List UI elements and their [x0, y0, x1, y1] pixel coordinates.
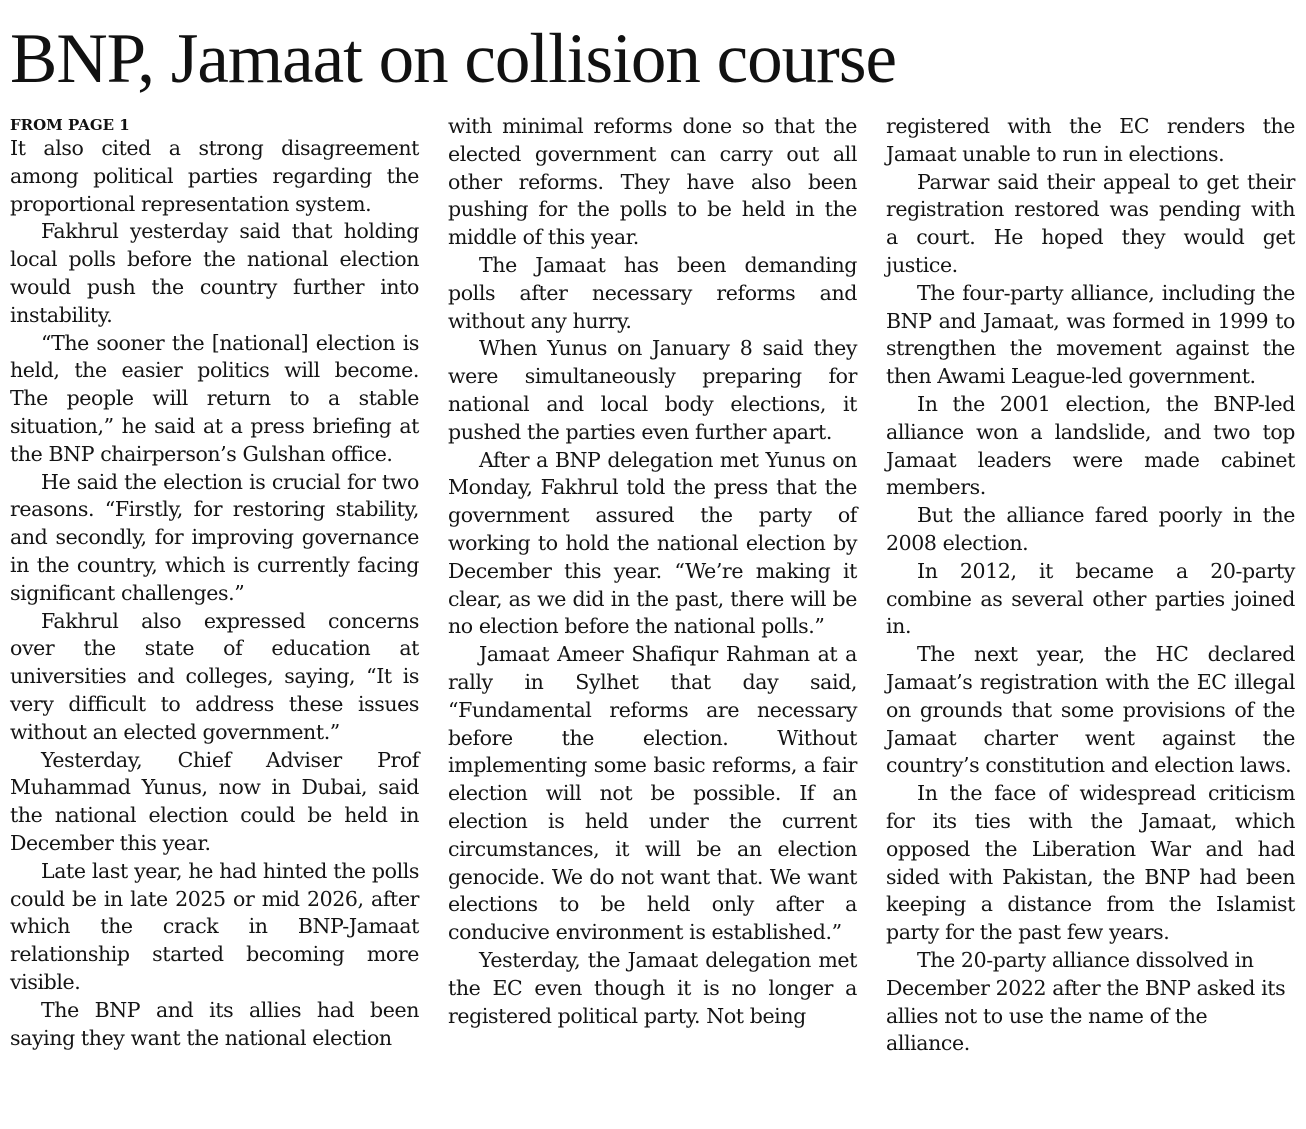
paragraph: Yesterday, the Jamaat delegation met the EC even though it is no longer a registered political party. Not being [448, 947, 857, 1028]
paragraph: After a BNP delegation met Yunus on Monday, Fakhrul told the press that the government assured the party of working to hold the national election by December this year. “We’re making it clear, as we did in the past, there will be no election before the national polls.” [448, 447, 857, 639]
paragraph: When Yunus on January 8 said they were simultaneously preparing for national and local body elections, it pushed the parties even further apart. [448, 336, 857, 444]
paragraph: Parwar said their appeal to get their registration restored was pending with a court. He hoped they would get justice. [886, 169, 1295, 277]
paragraph: Late last year, he had hinted the polls could be in late 2025 or mid 2026, after which the crack in BNP-Jamaat relationship started becoming more visible. [10, 858, 419, 994]
paragraph: Jamaat Ameer Shafiqur Rahman at a rally in Sylhet that day said, “Fundamental reforms are necessary before the election. Without implementing some basic reforms, a fair election will not be possible. If an election is held under the current circumstances, it will be an election genocide. We do not want that. We want elections to be held only after a conducive environment is established.” [448, 642, 857, 945]
paragraph: “The sooner the [national] election is held, the easier politics will become. The people will return to a stable situation,” he said at a press briefing at the BNP chairperson’s Gulshan office. [10, 330, 419, 466]
article-column-1 [10, 135, 419, 1052]
paragraph: The four-party alliance, including the BNP and Jamaat, was formed in 1999 to strengthen the movement against the then Awami League-led government. [886, 280, 1295, 389]
paragraph: He said the election is crucial for two reasons. “Firstly, for restoring stability, and secondly, for improving governance in the country, which is currently facing significant challenges.” [10, 469, 419, 605]
paragraph: Fakhrul yesterday said that holding local polls before the national election would push the country further into instability. [10, 219, 419, 327]
paragraph: Yesterday, Chief Adviser Prof Muhammad Yunus, now in Dubai, said the national election could be held in December this year. [10, 747, 419, 855]
paragraph: It also cited a strong disagreement among political parties regarding the proportional representation system. [10, 136, 419, 216]
paragraph: In the 2001 election, the BNP-led alliance won a landslide, and two top Jamaat leaders were made cabinet members. [886, 391, 1295, 500]
paragraph: But the alliance fared poorly in the 2008 election. [886, 503, 1295, 555]
paragraph: In 2012, it became a 20-party combine as several other parties joined in. [886, 558, 1295, 639]
paragraph: In the face of widespread criticism for its ties with the Jamaat, which opposed the Liberation War and had sided with Pakistan, the BNP had been keeping a distance from the Islamist party for the past few years. [886, 781, 1295, 945]
article-column-3 [886, 113, 1295, 1058]
paragraph: The 20-party alliance dissolved in December 2022 after the BNP asked its allies not to use the name of the alliance. [886, 947, 1286, 1056]
kicker-from-page: FROM PAGE 1 [10, 116, 130, 134]
paragraph: The next year, the HC declared Jamaat’s registration with the EC illegal on grounds that some provisions of the Jamaat charter went against the country’s constitution and election laws. [886, 642, 1295, 778]
article-column-2 [448, 113, 857, 1030]
paragraph: with minimal reforms done so that the elected government can carry out all other reforms. They have also been pushing for the polls to be held in the middle of this year. [448, 114, 857, 250]
paragraph: Fakhrul also expressed concerns over the state of education at universities and colleges, saying, “It is very difficult to address these issues without an elected government.” [10, 608, 419, 744]
paragraph: The Jamaat has been demanding polls after necessary reforms and without any hurry. [448, 252, 857, 333]
paragraph: registered with the EC renders the Jamaat unable to run in elections. [886, 114, 1295, 166]
paragraph: The BNP and its allies had been saying they want the national election [10, 997, 419, 1050]
headline: BNP, Jamaat on collision course [10, 20, 896, 98]
